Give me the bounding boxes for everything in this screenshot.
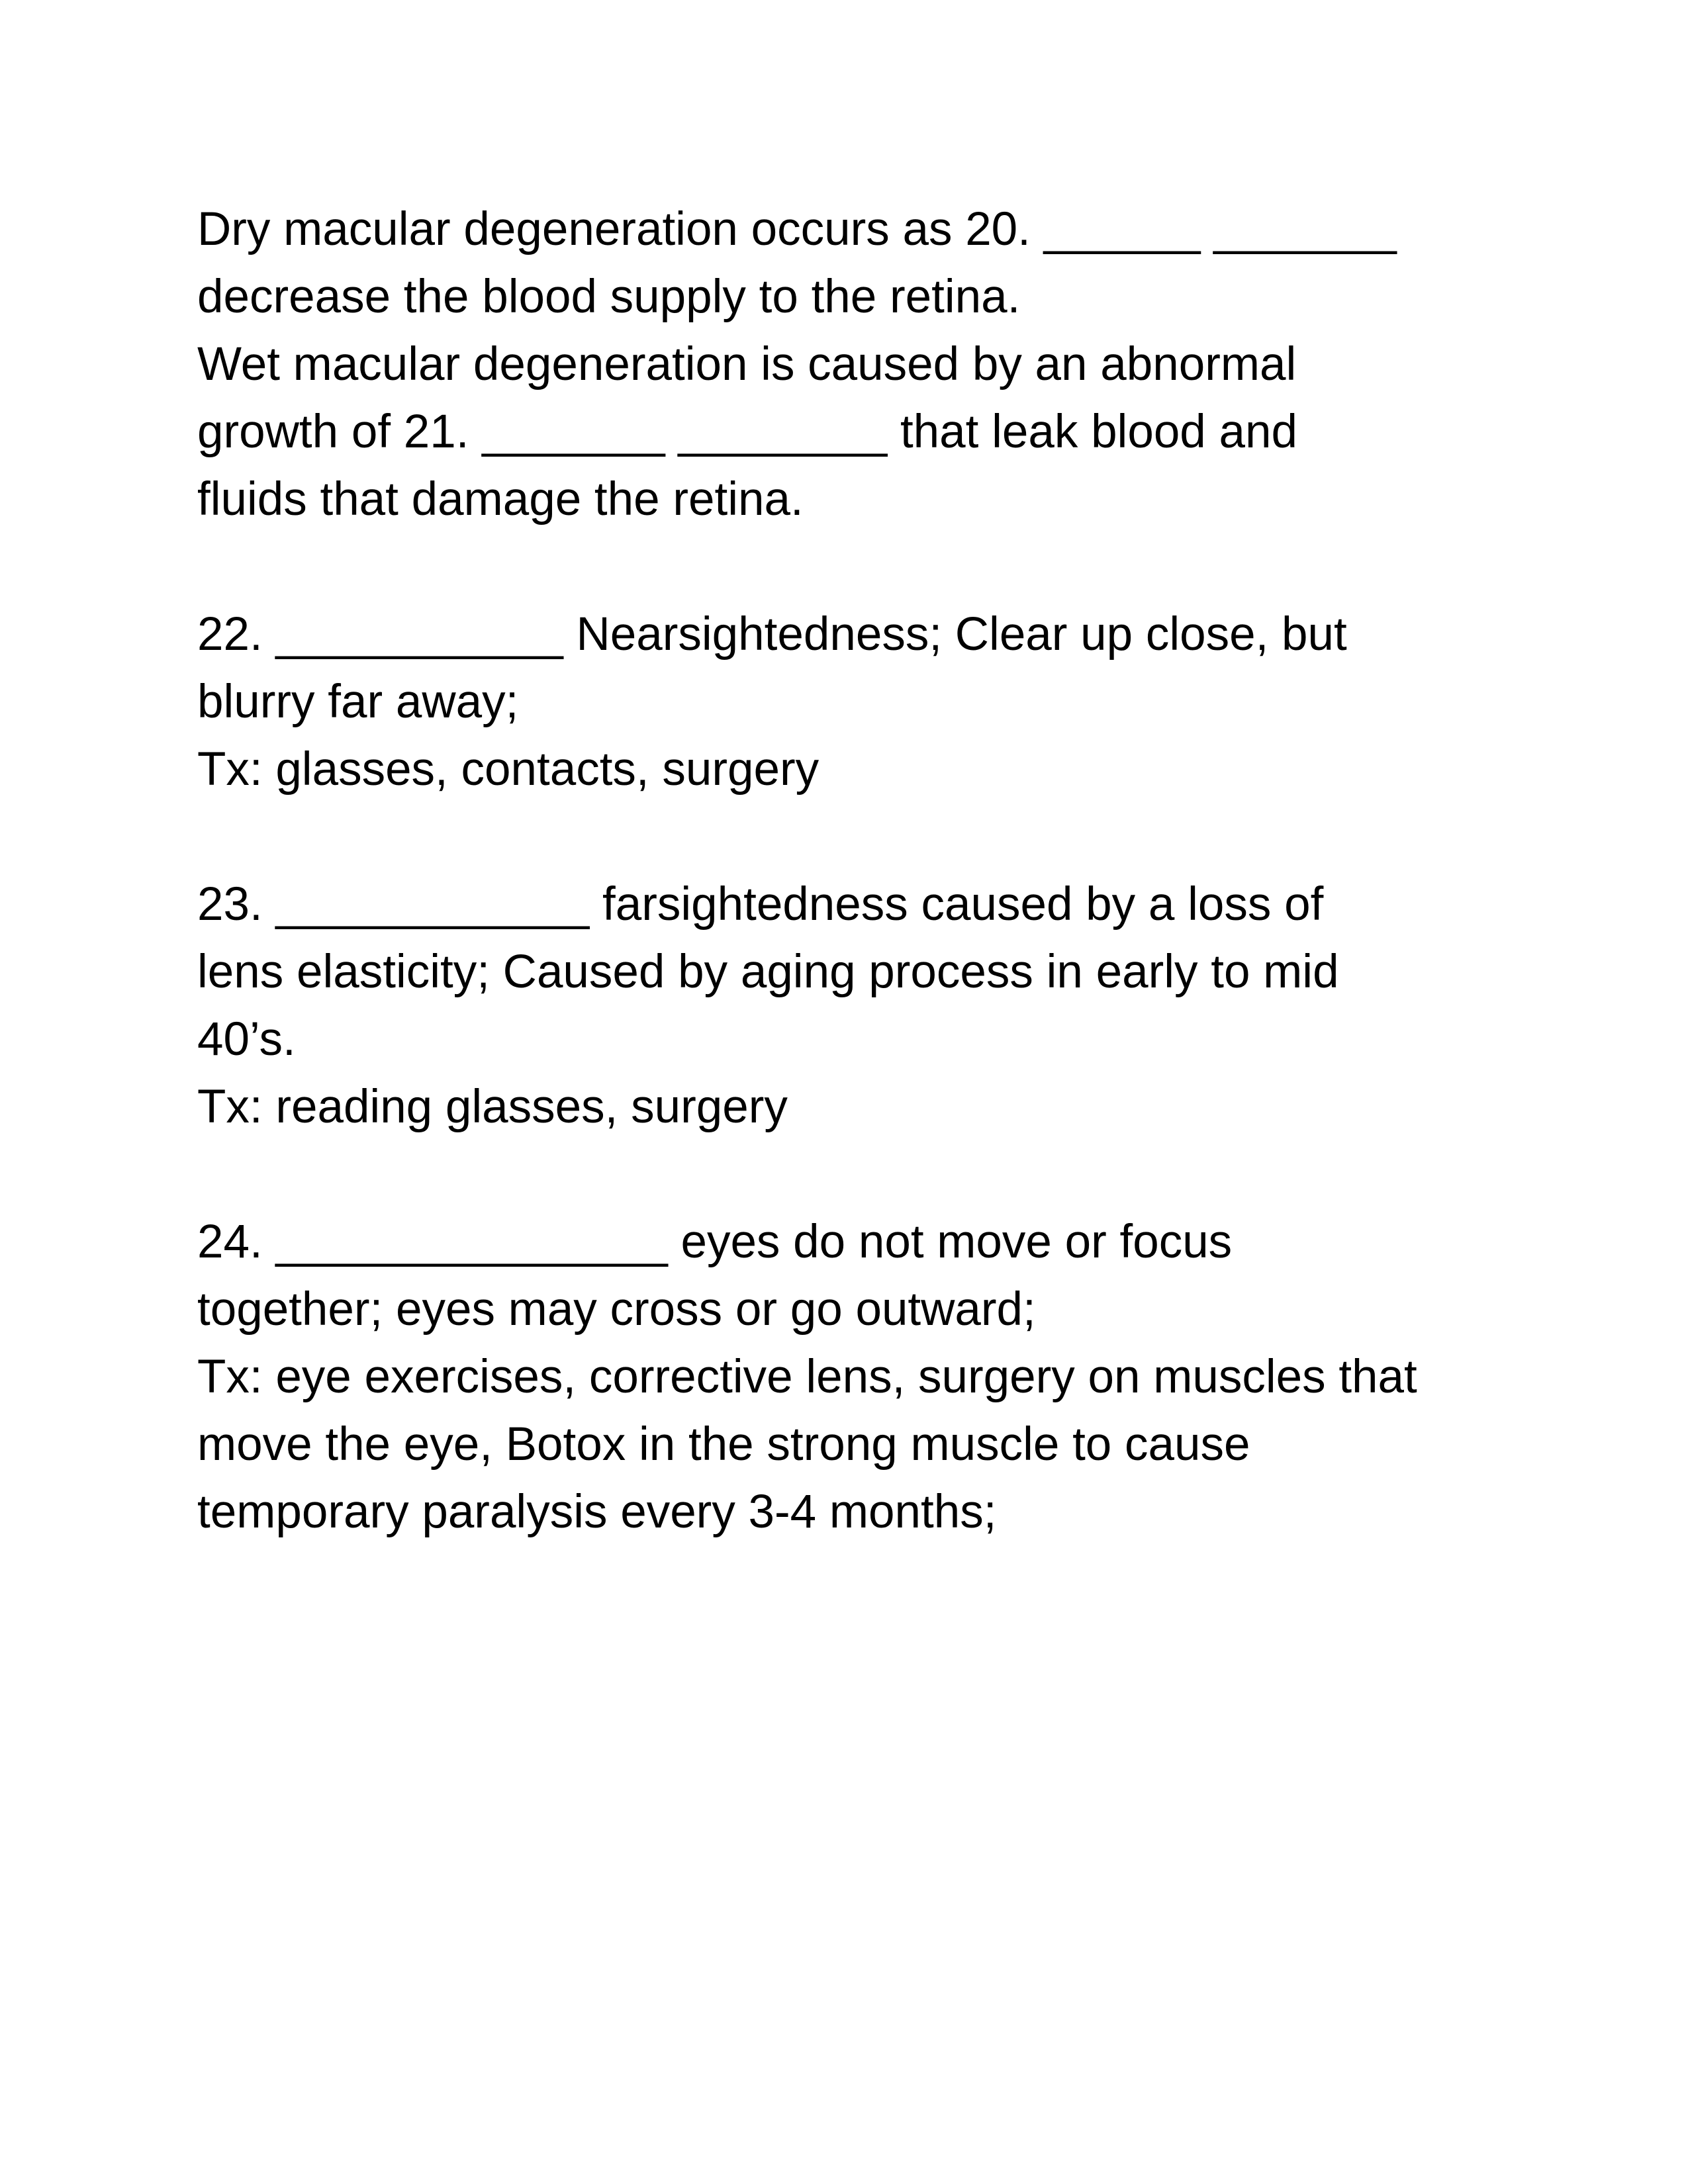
paragraph-spacer [197, 1141, 1521, 1208]
text-line: 40’s. [197, 1013, 296, 1066]
paragraph-spacer [197, 533, 1521, 601]
document-body [197, 196, 1521, 1546]
text-line: temporary paralysis every 3-4 months; [197, 1486, 997, 1538]
text-line: Tx: eye exercises, corrective lens, surgery on muscles that [197, 1351, 1417, 1403]
paragraph-question-24 [197, 1208, 1521, 1546]
paragraph-question-23 [197, 871, 1521, 1141]
paragraph-spacer [197, 803, 1521, 871]
text-line: 22. ___________ Nearsightedness; Clear up close, but [197, 608, 1347, 660]
paragraph-macular-degeneration [197, 196, 1521, 533]
text-line: Tx: reading glasses, surgery [197, 1081, 788, 1133]
text-line: blurry far away; [197, 676, 519, 728]
text-line: 23. ____________ farsightedness caused by a loss of [197, 878, 1324, 931]
text-line: Dry macular degeneration occurs as 20. ______ _______ [197, 203, 1397, 255]
text-line: 24. _______________ eyes do not move or focus [197, 1216, 1233, 1268]
text-line: together; eyes may cross or go outward; [197, 1283, 1036, 1336]
text-line: decrease the blood supply to the retina. [197, 271, 1021, 323]
text-line: Wet macular degeneration is caused by an abnormal [197, 338, 1297, 390]
text-line: lens elasticity; Caused by aging process in early to mid [197, 946, 1339, 998]
text-line: fluids that damage the retina. [197, 473, 804, 525]
text-line: move the eye, Botox in the strong muscle to cause [197, 1418, 1250, 1471]
text-line: Tx: glasses, contacts, surgery [197, 743, 820, 796]
paragraph-question-22 [197, 601, 1521, 803]
text-line: growth of 21. _______ ________ that leak blood and [197, 406, 1297, 458]
